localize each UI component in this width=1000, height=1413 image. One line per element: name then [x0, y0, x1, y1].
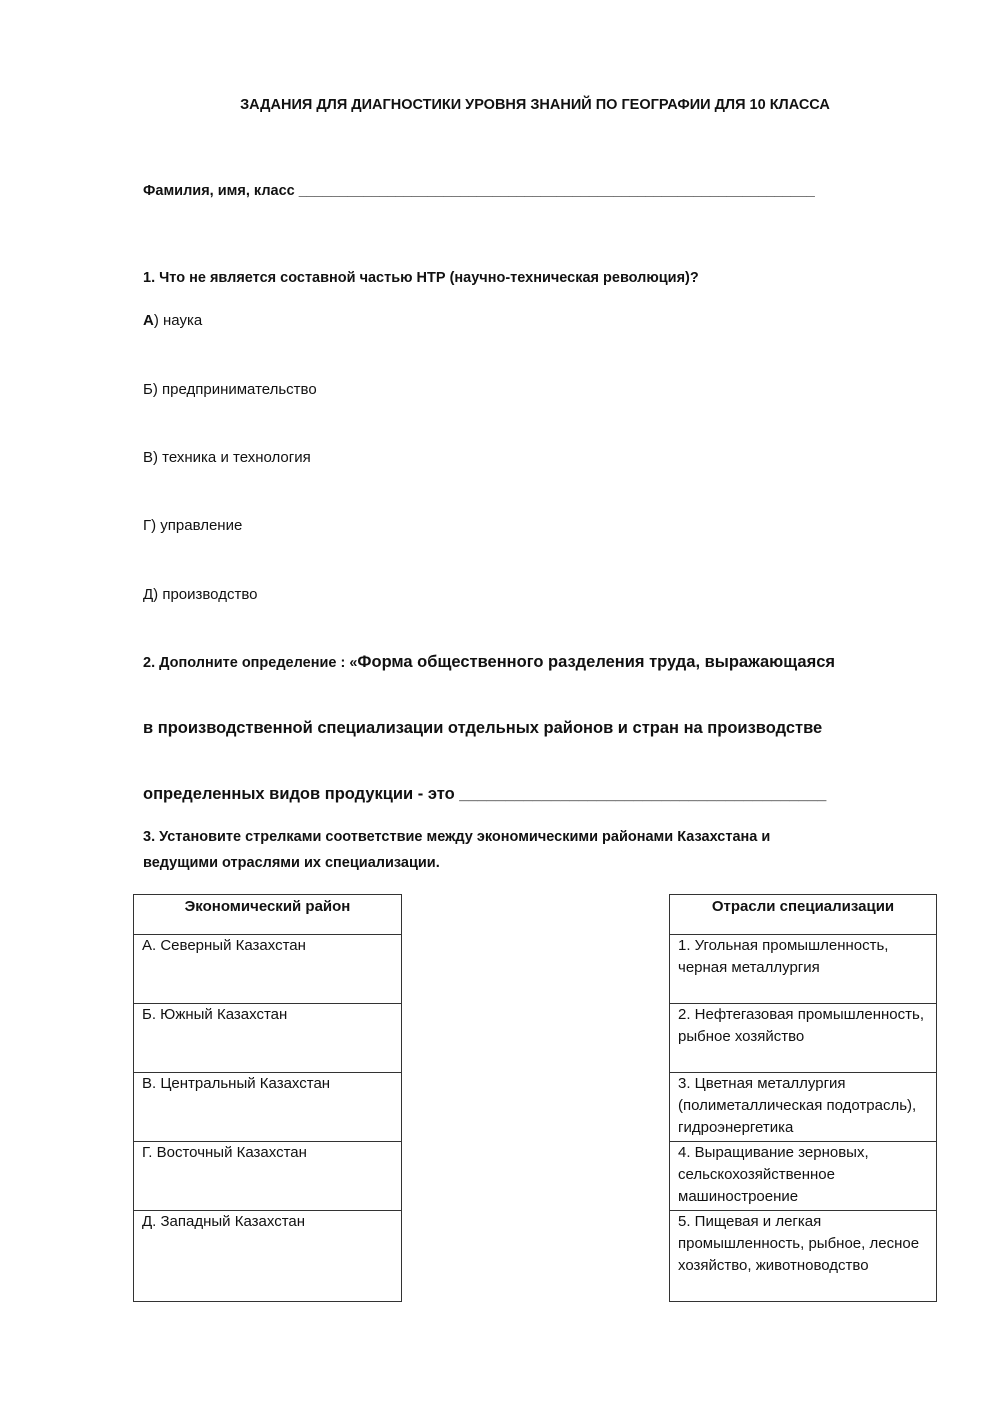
region-cell-a: А. Северный Казахстан [134, 935, 402, 1004]
question-3-line-2: ведущими отраслями их специализации. [143, 855, 440, 871]
region-cell-d: Г. Восточный Казахстан [134, 1142, 402, 1211]
name-field-line: Фамилия, имя, класс ________________________________________________________________ [143, 183, 815, 199]
page-title: ЗАДАНИЯ ДЛЯ ДИАГНОСТИКИ УРОВНЯ ЗНАНИЙ ПО ГЕОГРАФИИ ДЛЯ 10 КЛАССА [240, 97, 830, 113]
question-2-definition-start: Форма общественного разделения труда, выражающаяся [357, 653, 836, 671]
industry-cell-3: 3. Цветная металлургия (полиметаллическая подотрасль), гидроэнергетика [670, 1073, 937, 1142]
industries-table [669, 894, 937, 1302]
industry-cell-1: 1. Угольная промышленность, черная металлургия [670, 935, 937, 1004]
regions-table-header: Экономический район [134, 895, 402, 935]
region-cell-e: Д. Западный Казахстан [134, 1211, 402, 1302]
industry-cell-5: 5. Пищевая и легкая промышленность, рыбное, лесное хозяйство, животноводство [670, 1211, 937, 1302]
q1-option-a [143, 312, 202, 329]
q1-option-d: Г) управление [143, 517, 243, 534]
region-cell-b: Б. Южный Казахстан [134, 1004, 402, 1073]
industries-table-header: Отрасли специализации [670, 895, 937, 935]
q1-option-c: В) техника и технология [143, 449, 311, 466]
question-3-line-1: 3. Установите стрелками соответствие между экономическими районами Казахстана и [143, 829, 771, 845]
question-2-line-1 [143, 653, 835, 672]
region-cell-c: В. Центральный Казахстан [134, 1073, 402, 1142]
question-1-text: 1. Что не является составной частью НТР (научно-техническая революция)? [143, 270, 699, 286]
question-2-lead: 2. Дополните определение : « [143, 655, 358, 671]
q1-option-a-text: ) наука [153, 312, 203, 329]
q1-option-b: Б) предпринимательство [143, 381, 317, 398]
question-2-line-3: определенных видов продукции - это ________________________________________ [143, 785, 827, 803]
q1-option-e: Д) производство [143, 586, 258, 603]
industry-cell-2: 2. Нефтегазовая промышленность, рыбное хозяйство [670, 1004, 937, 1073]
regions-table [133, 894, 402, 1302]
question-2-line-2: в производственной специализации отдельных районов и стран на производстве [143, 719, 823, 737]
q1-option-a-letter: А [143, 312, 154, 329]
industry-cell-4: 4. Выращивание зерновых, сельскохозяйственное машиностроение [670, 1142, 937, 1211]
